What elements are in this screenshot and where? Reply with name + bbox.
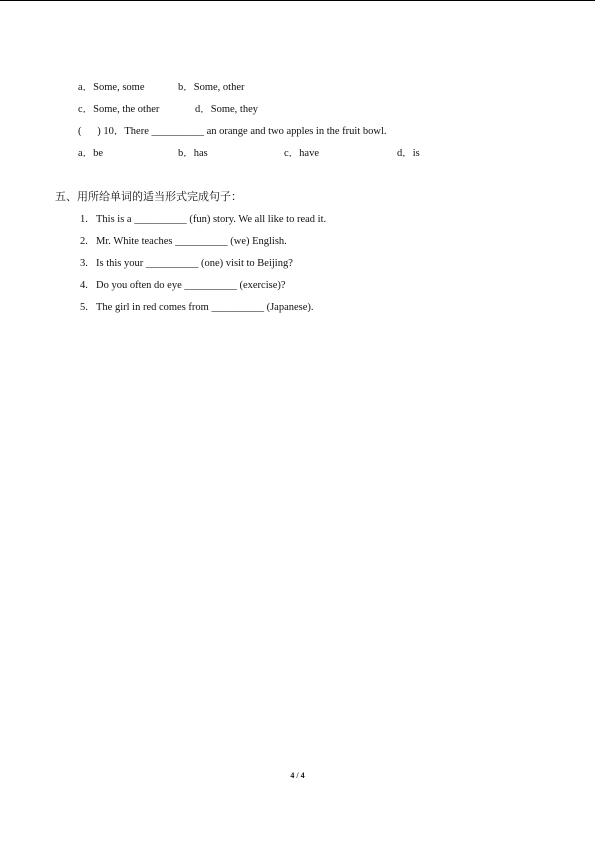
option-c: c．Some, the other — [78, 104, 160, 115]
item-text: Mr. White teaches __________ (we) English. — [96, 236, 287, 247]
option-a: a．be — [78, 148, 104, 159]
option-b: b．Some, other — [178, 82, 245, 93]
question-10-stem: ( ) 10．There __________ an orange and two apples in the fruit bowl. — [78, 126, 387, 137]
option-c: c．have — [284, 148, 319, 159]
top-border-line — [0, 0, 595, 1]
section-heading: 五、用所给单词的适当形式完成句子： — [55, 190, 242, 203]
item-text: This is a __________ (fun) story. We all like to read it. — [96, 214, 327, 225]
item-text: Do you often do eye __________ (exercise)? — [96, 280, 286, 291]
page-number: 4 / 4 — [290, 771, 305, 780]
item-number: 1. — [80, 214, 88, 225]
item-number: 5. — [80, 302, 88, 313]
item-number: 2. — [80, 236, 88, 247]
item-number: 4. — [80, 280, 88, 291]
option-b: b．has — [178, 148, 208, 159]
item-text: Is this your __________ (one) visit to Beijing? — [96, 258, 293, 269]
option-d: d．Some, they — [195, 104, 258, 115]
option-a: a．Some, some — [78, 82, 145, 93]
option-d: d．is — [397, 148, 420, 159]
item-number: 3. — [80, 258, 88, 269]
item-text: The girl in red comes from __________ (Japanese). — [96, 302, 314, 313]
